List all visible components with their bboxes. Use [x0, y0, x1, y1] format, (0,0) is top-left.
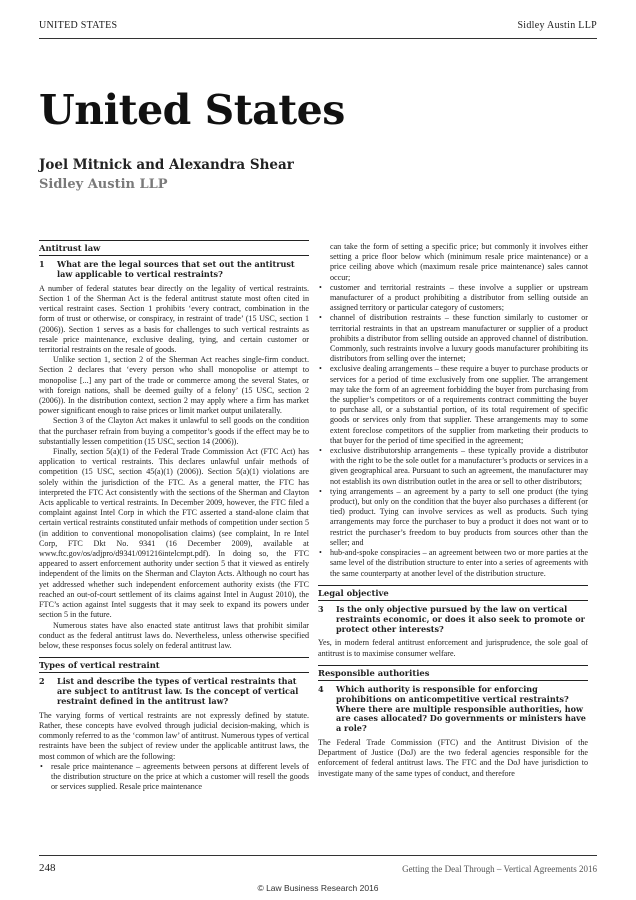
question: [39, 260, 309, 280]
paragraph: Finally, section 5(a)(1) of the Federal Trade Commission Act (FTC Act) has application to vertical restraints. This declares unlawful unfair methods of competition (15 USC, section 45(a)(1) (2006)). Section 5(a)(1) violations are solely within the jurisdiction of the FTC. As a general matter, the FTC has interpreted the FTC Act consistently with the sections of the Sherman and Clayton Acts applicable to vertical restraints. In December 2009, however, the FTC filed a complaint against Intel Corp in which the FTC asserted a stand-alone claim that certain vertical restraints constituted unfair methods of competition under section 5 (in addition to conventional monopolisation claims) (see complaint, In re Intel Corp, FTC Dkt No. 9341 (16 December 2009), available at www.ftc.gov/os/adjpro/d9341/091216intelcmpt.pdf). In doing so, the FTC appeared to assert enforcement authority under section 5 that it viewed as entirely independent of the limits on the Sherman and Clayton Acts. Although no court has yet addressed whether such independent enforcement authority exists (the FTC reached an out-of-court settlement of its claims against Intel in August 2010), the FTC’s action against Intel suggests that it may seek to expand its powers under section 5 in the future.: [39, 447, 309, 620]
paragraph: Yes, in modern federal antitrust enforcement and jurisprudence, the sole goal of antitrust is to maximise consumer welfare.: [318, 638, 588, 658]
header-country: UNITED STATES: [39, 20, 118, 31]
section-heading: Responsible authorities: [318, 665, 588, 681]
bullet-list: [318, 283, 588, 579]
paragraph: The Federal Trade Commission (FTC) and the Antitrust Division of the Department of Justice (DoJ) are the two federal agencies responsible for the enforcement of federal antitrust laws. The FTC and the DoJ have jurisdiction to investigate many of the same types of conduct, and therefore: [318, 737, 588, 778]
list-item: • hub-and-spoke conspiracies – an agreement between two or more parties at the same level of the distribution structure to enter into a series of agreements with the same counterparty at another level of the distribution structure.: [318, 548, 588, 579]
question-number: 1: [39, 259, 45, 270]
list-item: • resale price maintenance – agreements between persons at different levels of the distribution structure on the price at which a customer will resell the goods or services supplied. Resale price maintenance: [39, 762, 309, 793]
question-number: 3: [318, 603, 324, 614]
section-heading: Legal objective: [318, 585, 588, 601]
right-column: [318, 242, 588, 779]
paragraph: Section 3 of the Clayton Act makes it unlawful to sell goods on the condition that the purchaser refrain from buying a competitor’s goods if the effect may be to substantially lessen competition (15 USC, section 14 (2006)).: [39, 416, 309, 446]
footer-rule: [39, 855, 597, 856]
authors: Joel Mitnick and Alexandra Shear: [39, 157, 294, 173]
list-item: • channel of distribution restraints – these function similarly to customer or territorial restraints in that an upstream manufacturer or supplier of a product prohibits a distributor from selling outside an approved channel of distribution. Commonly, such restraints involve a luxury goods manufacturer prohibiting its distributors from selling over the internet;: [318, 313, 588, 364]
question-text: Is the only objective pursued by the law on vertical restraints economic, or does it also seek to promote or protect other interests?: [336, 603, 585, 634]
running-header: [39, 20, 597, 34]
list-item: • exclusive dealing arrangements – these require a buyer to purchase products or services for a period of time exclusively from one supplier. The arrangement may take the form of an agreement forbidding the buyer from purchasing from the supplier’s competitors or of a requirements contract committing the buyer to purchase all, or a substantial portion, of its total requirement of specific goods or services only from that supplier. These arrangements may to some extent foreclose competitors of the supplier from marketing their products to that buyer for the period of time specified in the agreement;: [318, 364, 588, 446]
page-title: United States: [39, 86, 345, 134]
paragraph: A number of federal statutes bear directly on the legality of vertical restraints. Section 1 of the Sherman Act is the federal antitrust statute most often cited in vertical restraint cases. Section 1 prohibits ‘every contract, combination in the form of trust or otherwise, or conspiracy, in restraint of trade’ (15 USC, section 1 (2006)). Section 1 serves as a basis for challenges to such vertical restraints as resale price maintenance, exclusive dealing, tying, and certain customer or territorial restraints on the resale of goods.: [39, 283, 309, 355]
question-text: List and describe the types of vertical restraints that are subject to antitrust law. Is the concept of vertical restraint defined in the antitrust law?: [57, 676, 299, 706]
question-number: 4: [318, 683, 324, 694]
paragraph: can take the form of setting a specific price; but commonly it involves either setting a price floor below which (minimum resale price maintenance) or a price ceiling above which (maximum resale price maintenance) sales cannot occur;: [330, 242, 588, 282]
bullet-list: [39, 762, 309, 793]
header-rule: [39, 38, 597, 39]
list-item: • exclusive distributorship arrangements – these typically provide a distributor with the right to be the sole outlet for a manufacturer’s products or services in a given geographical area. Pursuant to such an agreement, the manufacturer may not establish its own distribution outlet in the area or sell to other distributors;: [318, 446, 588, 487]
firm-name: Sidley Austin LLP: [39, 177, 168, 192]
paragraph: The varying forms of vertical restraints are not expressly defined by statute. Rather, these concepts have evolved through judicial decision-making, which is commonly referred to as the ‘common law’ of antitrust. Numerous types of vertical restraints have been the subject of review under the applicable antitrust laws, the most common of which are the following:: [39, 710, 309, 761]
question: [39, 677, 309, 706]
left-column: [39, 240, 309, 792]
list-item: • customer and territorial restraints – these involve a supplier or upstream manufacturer of a product prohibiting a distributor from selling outside an assigned territory or particular category of customers;: [318, 283, 588, 314]
question-number: 2: [39, 676, 45, 687]
list-item: • tying arrangements – an agreement by a party to sell one product (the tying product), but only on the condition that the buyer also purchases a different (or tied) product. Tying can involve services as well as products. Such tying arrangements may force the purchaser to buy a product it does not want or to restrict the purchaser’s freedom to buy products from sources other than the seller; and: [318, 487, 588, 548]
question: [318, 685, 588, 734]
publication-title: Getting the Deal Through – Vertical Agreements 2016: [402, 864, 597, 874]
paragraph: Unlike section 1, section 2 of the Sherman Act reaches single-firm conduct. Section 2 declares that ‘every person who shall monopolise or attempt to monopolise [...] any part of the trade or commerce among the several States, or with foreign nations, shall be deemed guilty of a felony’ (15 USC, section 2 (2006)). In the distribution context, section 2 may apply where a firm has market power significant enough to raise prices or limit market output unilaterally.: [39, 355, 309, 416]
section-heading: Antitrust law: [39, 240, 309, 256]
section-heading: Types of vertical restraint: [39, 657, 309, 673]
question: [318, 605, 588, 634]
question-text: What are the legal sources that set out the antitrust law applicable to vertical restraints?: [57, 259, 295, 279]
question-text: Which authority is responsible for enforcing prohibitions on anticompetitive vertical restraints? Where there are multiple responsible authorities, how are cases allocated? Do governments or ministers have a role?: [336, 683, 586, 734]
paragraph: Numerous states have also enacted state antitrust laws that prohibit similar conduct as the federal antitrust laws do. Nevertheless, unless otherwise specified below, these responses focus solely on federal antitrust law.: [39, 620, 309, 650]
copyright: © Law Business Research 2016: [257, 883, 379, 893]
page-number: 248: [39, 862, 56, 874]
header-firm: Sidley Austin LLP: [517, 20, 597, 31]
